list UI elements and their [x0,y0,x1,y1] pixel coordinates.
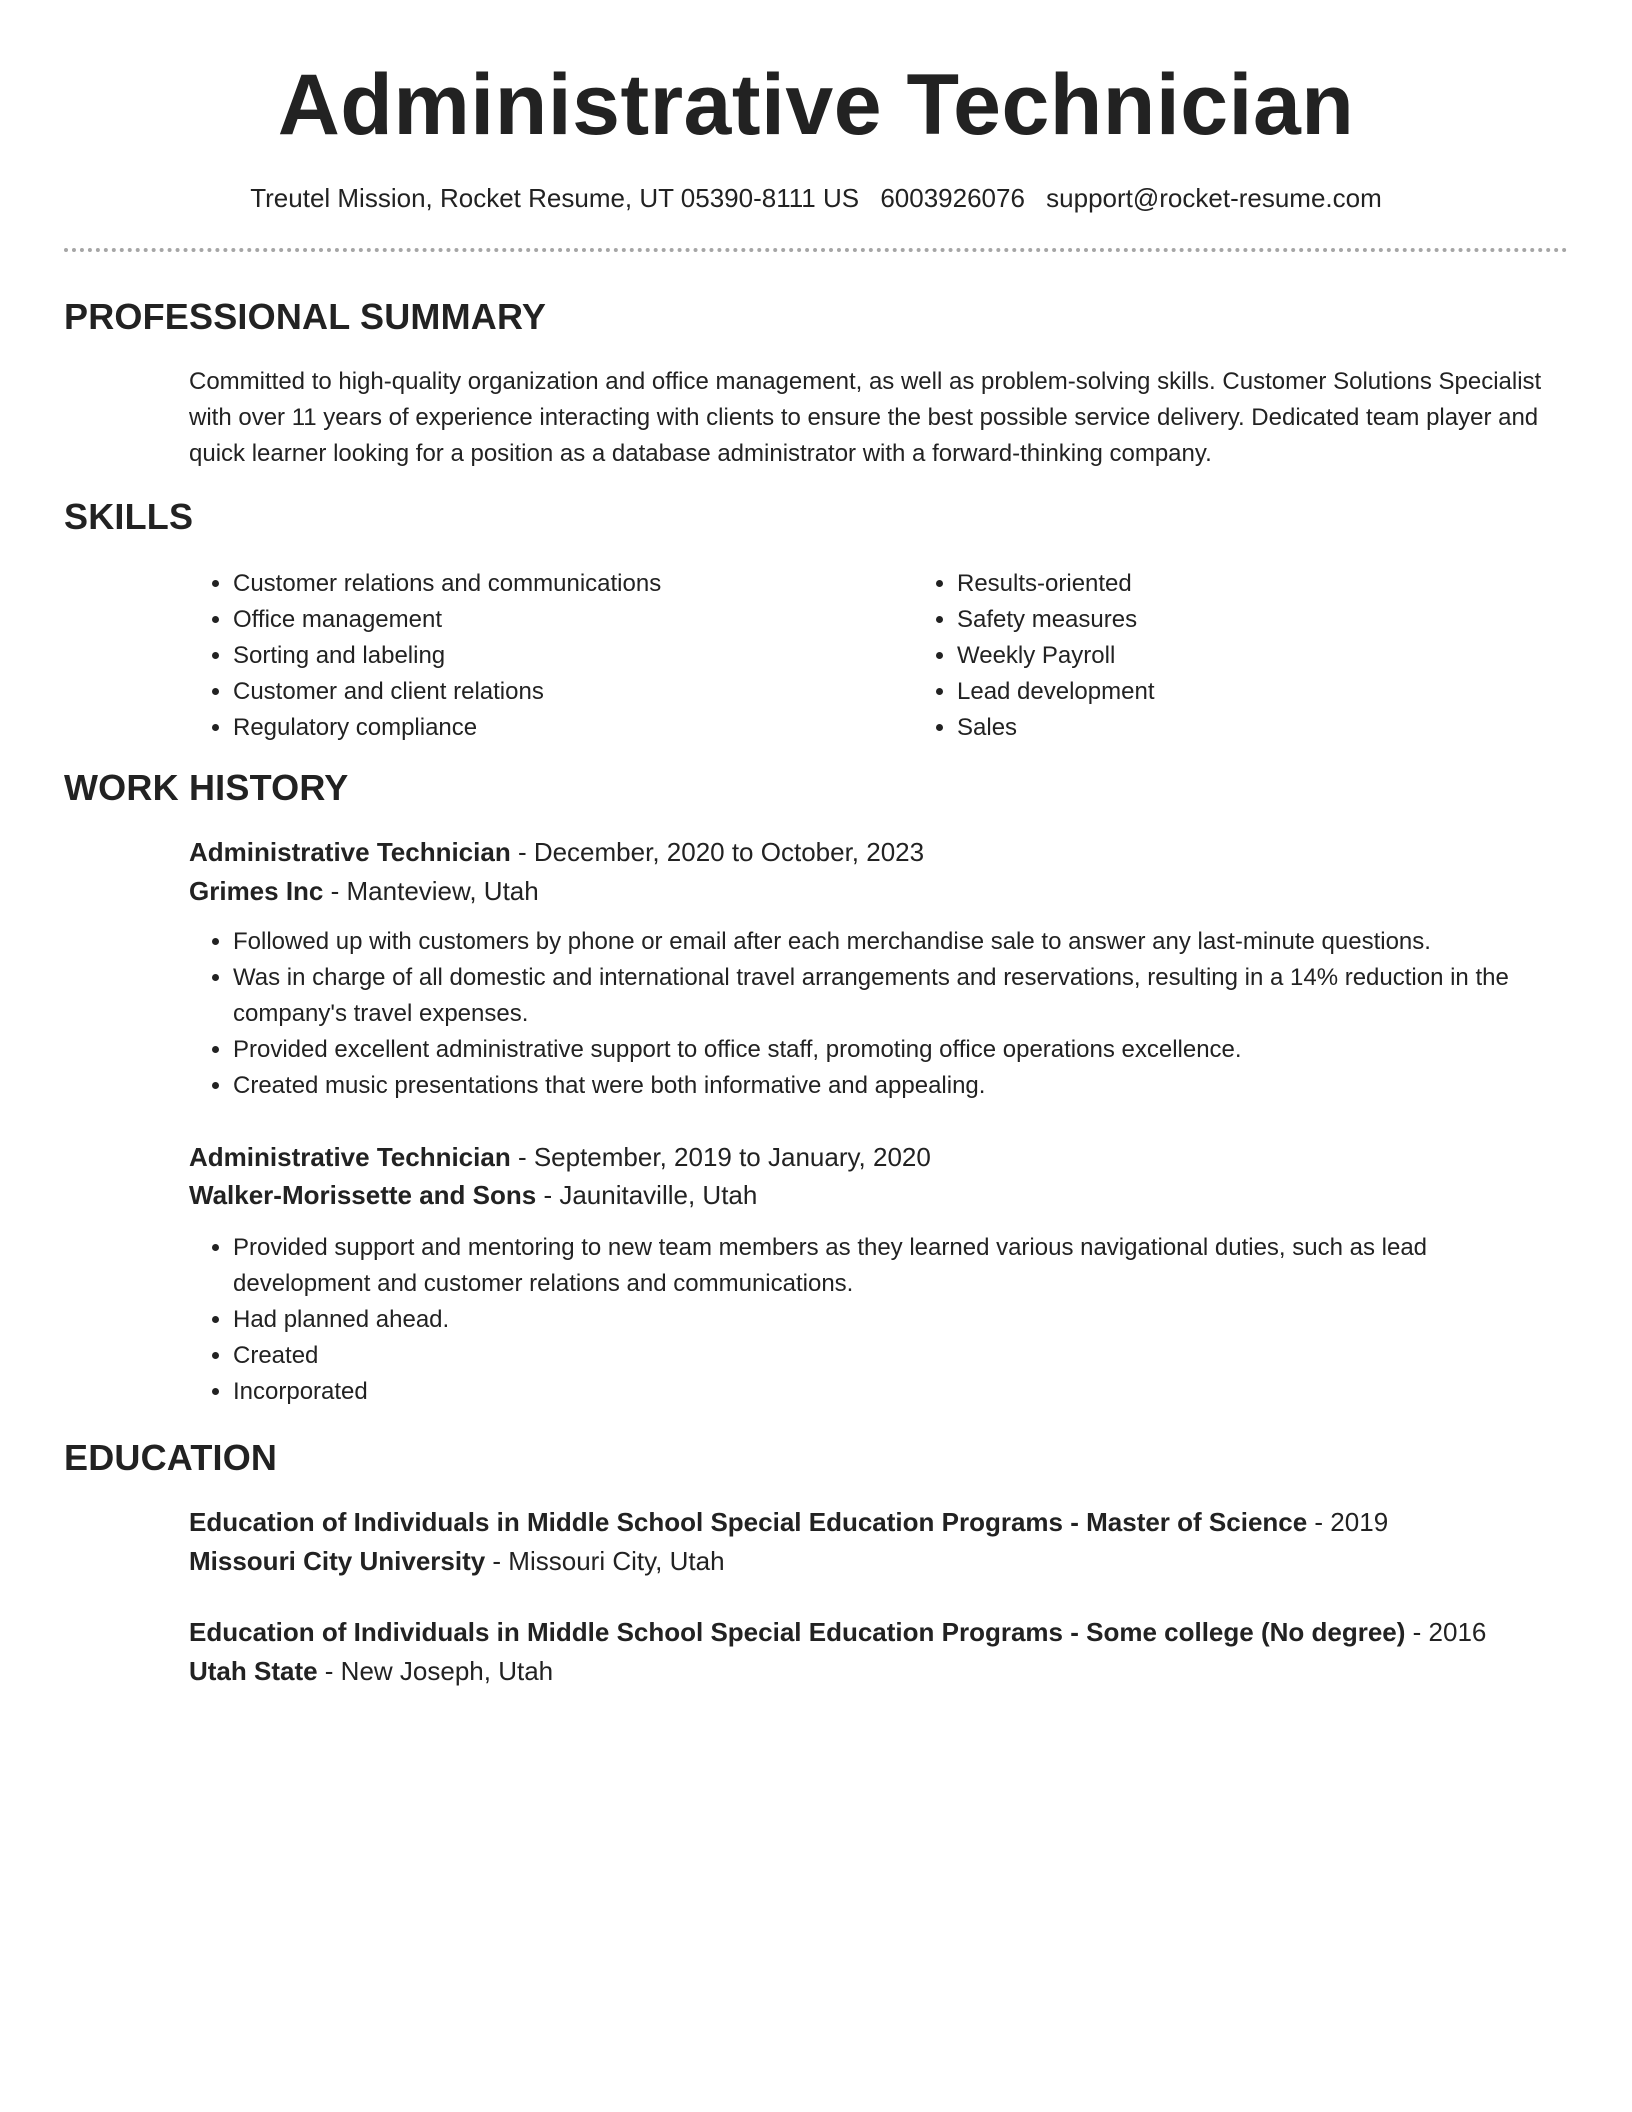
job-location: - Jaunitaville, Utah [536,1180,758,1210]
job-bullet: • Incorporated [233,1374,1569,1410]
skills-column-left [189,566,913,746]
skill-item: • Lead development [957,674,1557,710]
job-bullet: • Followed up with customers by phone or email after each merchandise sale to answer any last-minute questions. [233,924,1569,960]
job-title-line [189,832,924,872]
education-school: Utah State [189,1656,318,1686]
job-bullet: • Provided support and mentoring to new team members as they learned various navigational duties, such as lead development and customer relations and communications. [233,1230,1569,1302]
job-bullet: • Was in charge of all domestic and international travel arrangements and reservations, resulting in a 14% reduction in the company's travel expenses. [233,960,1569,1032]
summary-text: Committed to high-quality organization and office management, as well as problem-solving skills. Customer Solutions Specialist with over 11 years of experience interacting with clients to ensure the best possible service delivery. Dedicated team player and quick learner looking for a position as a database administrator with a forward-thinking company. [189,368,1542,467]
skill-item: • Sorting and labeling [233,638,913,674]
section-title-work: WORK HISTORY [64,767,349,808]
job-bullet: • Had planned ahead. [233,1302,1569,1338]
education-year: - 2019 [1307,1507,1389,1537]
education-school-line [189,1541,725,1581]
job-bullet: • Created [233,1338,1569,1374]
job-company: Grimes Inc [189,876,324,906]
resume-name: Administrative Technician [277,57,1355,153]
skills-list [189,566,1569,746]
skill-item: • Sales [957,710,1557,746]
job-bullet: • Provided excellent administrative support to office staff, promoting office operations excellence. [233,1032,1569,1068]
job-bullet: • Created music presentations that were both informative and appealing. [233,1068,1569,1104]
job-company-line [189,1175,757,1215]
education-degree-line [189,1502,1388,1542]
contact-line [0,178,1632,218]
section-title-summary: PROFESSIONAL SUMMARY [64,296,547,337]
skill-item: • Results-oriented [957,566,1557,602]
job-position: Administrative Technician [189,837,511,867]
job-location: - Manteview, Utah [323,876,539,906]
education-school-line [189,1651,553,1691]
contact-address: Treutel Mission, Rocket Resume, UT 05390-8111 US [250,183,860,213]
contact-email: support@rocket-resume.com [1046,183,1382,213]
header-divider [64,248,1568,252]
education-degree: Education of Individuals in Middle School Special Education Programs - Master of Science [189,1507,1308,1537]
education-degree-line [189,1612,1486,1652]
education-year: - 2016 [1405,1617,1487,1647]
skill-item: • Regulatory compliance [233,710,913,746]
job-bullets [189,924,1569,1104]
skill-item: • Safety measures [957,602,1557,638]
job-dates: - December, 2020 to October, 2023 [510,837,925,867]
job-company-line [189,871,539,911]
job-title-line [189,1137,931,1177]
education-location: - New Joseph, Utah [317,1656,554,1686]
job-bullets [189,1230,1569,1410]
skills-column-right [913,566,1557,746]
job-company: Walker-Morissette and Sons [189,1180,537,1210]
education-degree: Education of Individuals in Middle School Special Education Programs - Some college (No degree) [189,1617,1406,1647]
section-title-skills: SKILLS [64,496,194,537]
job-dates: - September, 2019 to January, 2020 [510,1142,931,1172]
contact-phone: 6003926076 [880,183,1025,213]
job-position: Administrative Technician [189,1142,511,1172]
skill-item: • Weekly Payroll [957,638,1557,674]
section-title-education: EDUCATION [64,1437,278,1478]
skill-item: • Customer and client relations [233,674,913,710]
skill-item: • Customer relations and communications [233,566,913,602]
skill-item: • Office management [233,602,913,638]
education-location: - Missouri City, Utah [485,1546,725,1576]
education-school: Missouri City University [189,1546,486,1576]
